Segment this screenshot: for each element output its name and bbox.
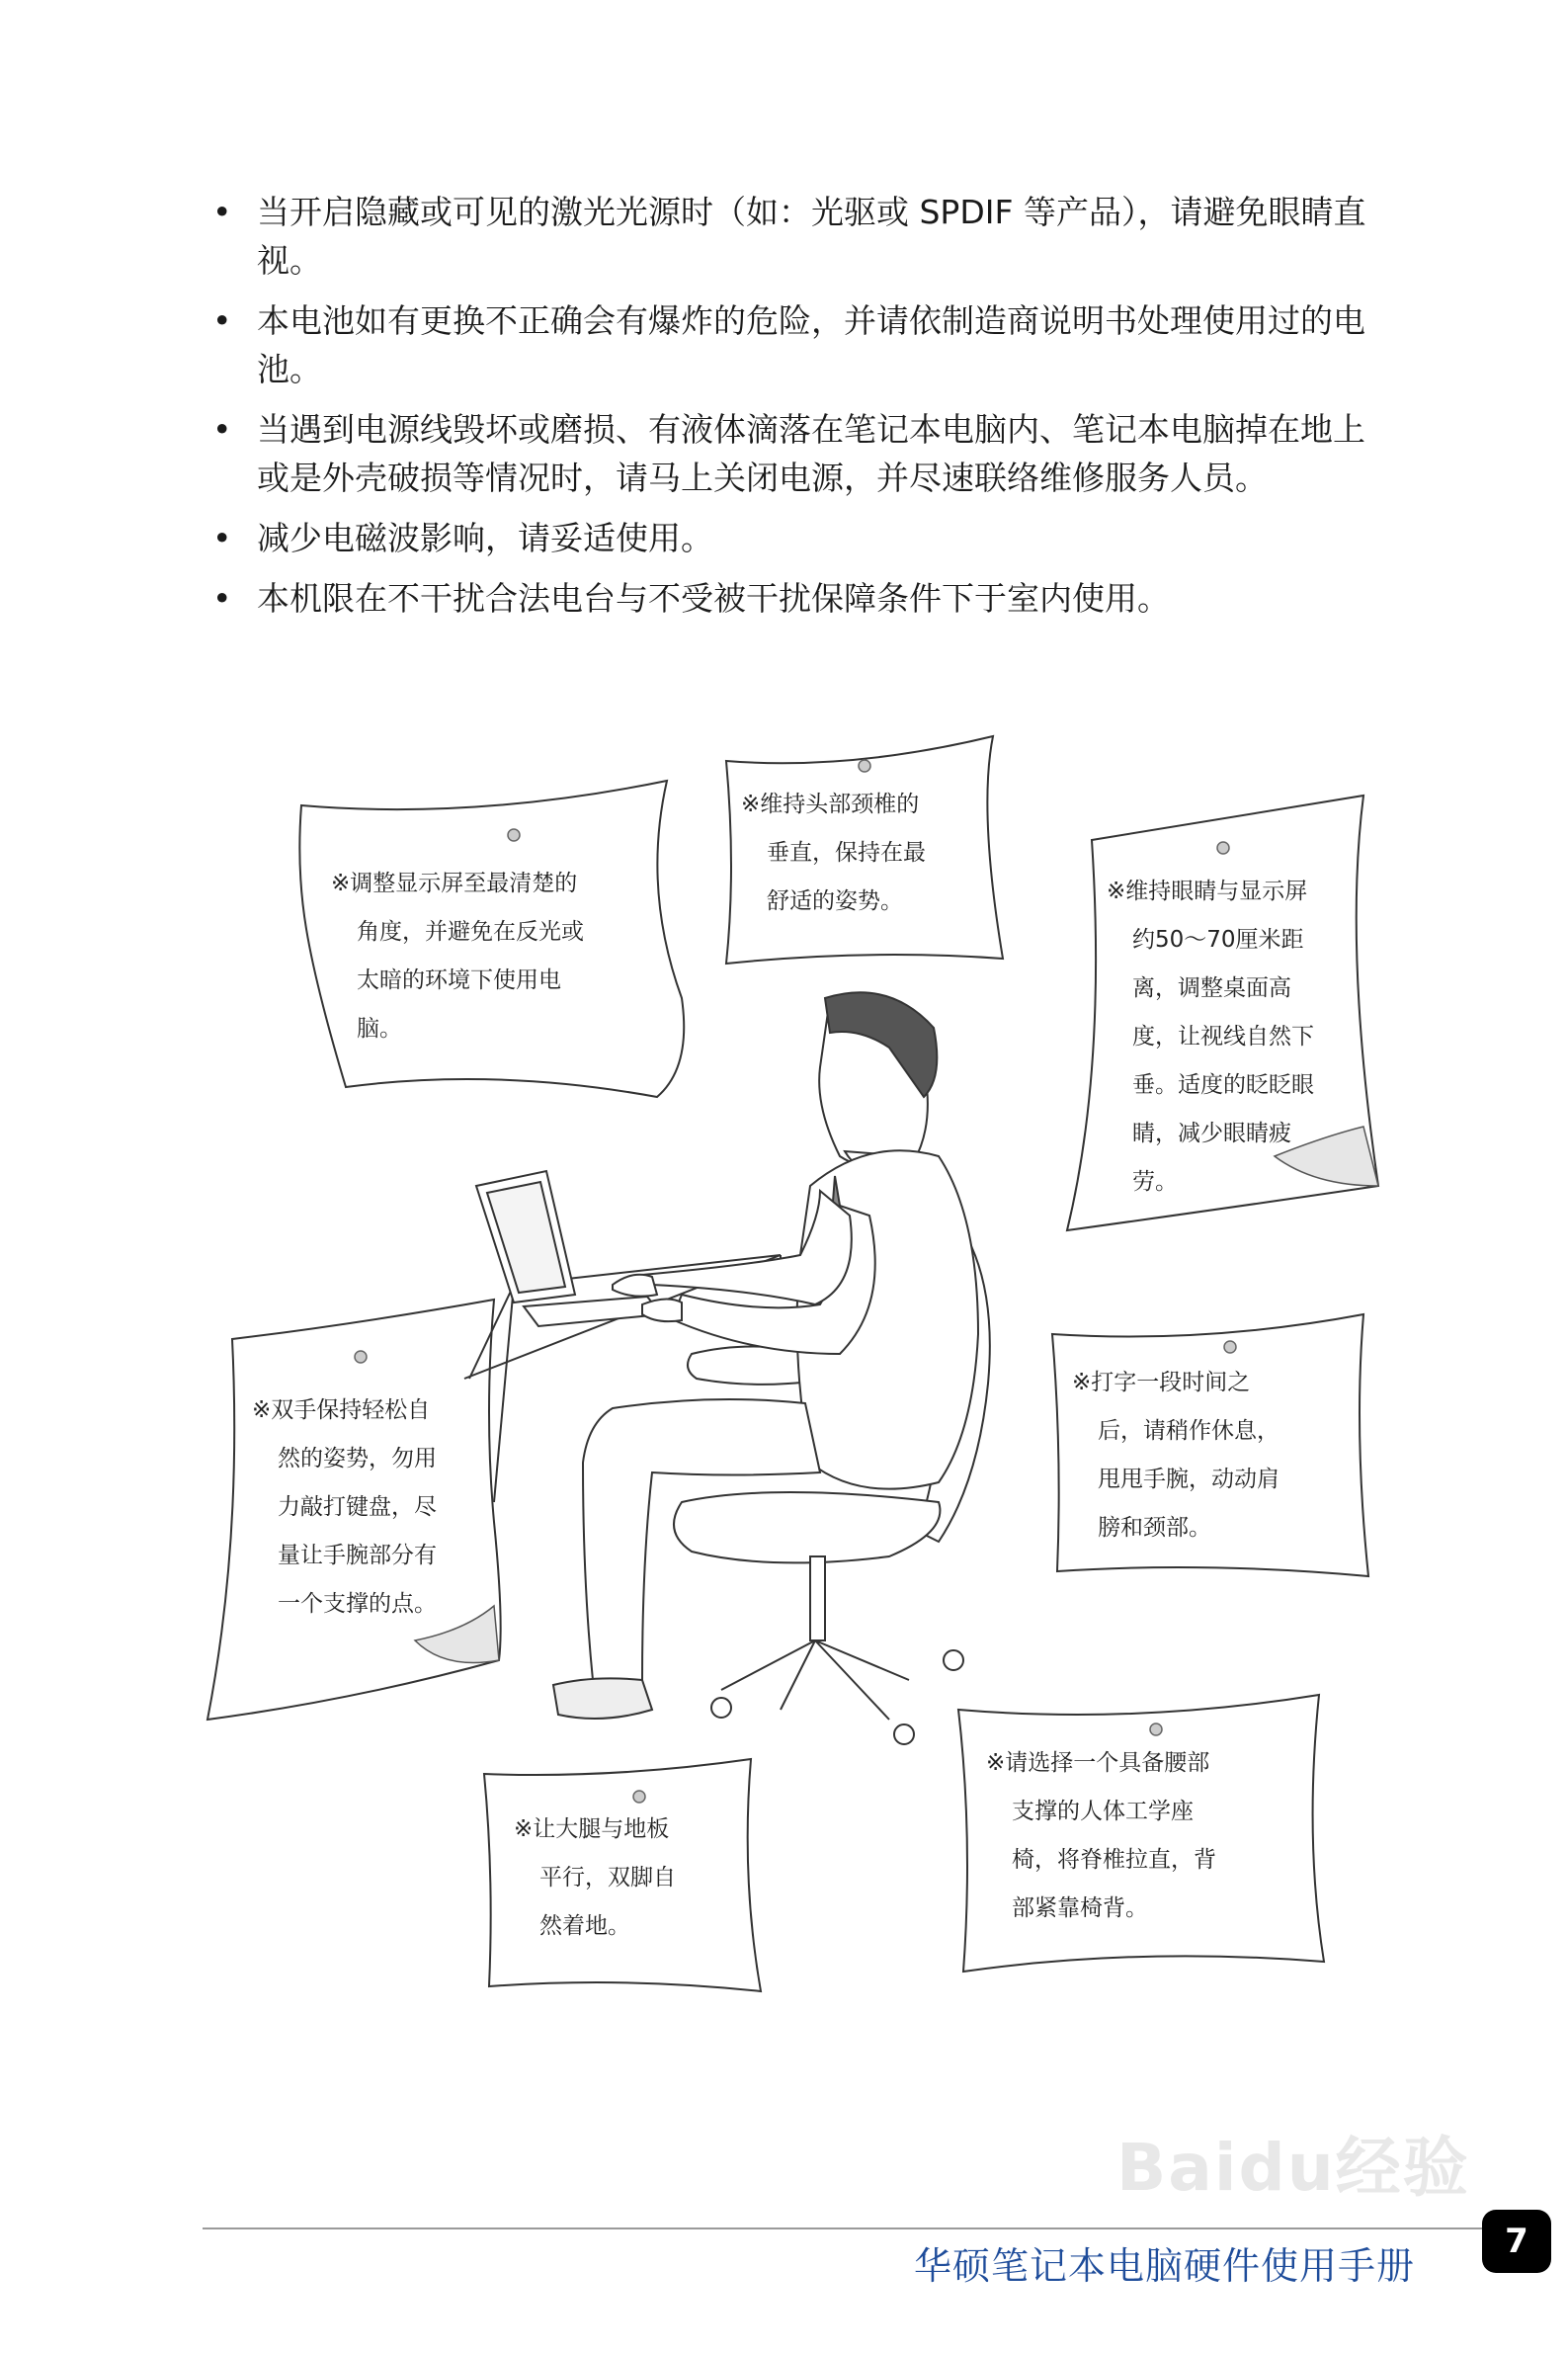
bullet-item: • 当开启隐藏或可见的激光光源时（如：光驱或 SPDIF 等产品），请避免眼睛直视。 (212, 193, 1366, 280)
watermark: Baidu经验 (1116, 2130, 1470, 2206)
bullet-item: • 本电池如有更换不正确会有爆炸的危险，并请依制造商说明书处理使用过的电池。 (212, 301, 1365, 388)
bullet-item: • 当遇到电源线毁坏或磨损、有液体滴落在笔记本电脑内、笔记本电脑掉在地上或是外壳破损等情况时，请马上关闭电源，并尽速联络维修服务人员。 (212, 410, 1365, 497)
note-hands: ※双手保持轻松自 然的姿势，勿用 力敲打键盘，尽 量让手腕部分有 一个支撑的点。 (252, 1397, 437, 1617)
page-number-badge: 7 (1482, 2210, 1551, 2273)
note-chair: ※请选择一个具备腰部 支撑的人体工学座 椅，将脊椎拉直，背 部紧靠椅背。 (986, 1750, 1216, 1921)
note-rest: ※打字一段时间之 后，请稍作休息， 甩甩手腕，动动肩 膀和颈部。 (1072, 1370, 1279, 1541)
bullet-item: • 本机限在不干扰合法电台与不受被干扰保障条件下于室内使用。 (212, 579, 1170, 618)
bullet-item: • 减少电磁波影响，请妥适使用。 (212, 519, 713, 557)
note-eyes: ※维持眼睛与显示屏 约50～70厘米距 离，调整桌面高 度，让视线自然下 垂。适度的眨眨眼 睛，减少眼睛疲 劳。 (1107, 879, 1314, 1195)
note-legs: ※让大腿与地板 平行，双脚自 然着地。 (514, 1816, 676, 1939)
note-display: ※调整显示屏至最清楚的 角度，并避免在反光或 太暗的环境下使用电 脑。 (331, 871, 584, 1042)
note-head: ※维持头部颈椎的 垂直，保持在最 舒适的姿势。 (741, 792, 926, 914)
footer-title: 华硕笔记本电脑硬件使用手册 (913, 2244, 1415, 2288)
footer-divider (203, 2227, 1487, 2229)
